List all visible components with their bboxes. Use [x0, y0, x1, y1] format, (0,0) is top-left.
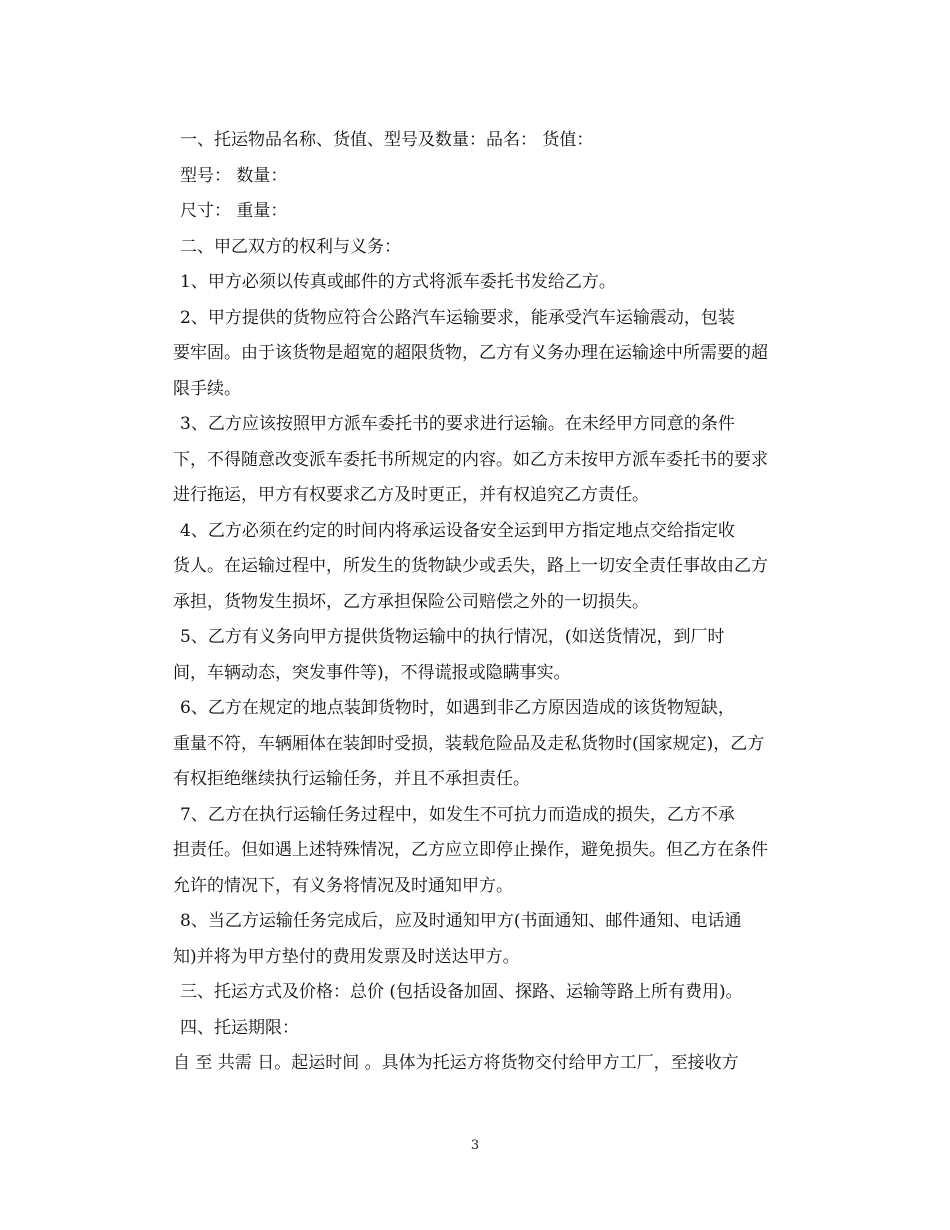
document-body [173, 123, 800, 1082]
clause-6-line-3: 有权拒绝继续执行运输任务，并且不承担责任。 [173, 769, 530, 789]
section-3-heading: 三、托运方式及价格：总价 (包括设备加固、探路、运输等路上所有费用)。 [180, 982, 743, 1002]
clause-3-line-1: 3、乙方应该按照甲方派车委托书的要求进行运输。在未经甲方同意的条件 [180, 414, 735, 434]
clause-6-line-2: 重量不符，车辆厢体在装卸时受损，装载危险品及走私货物时(国家规定)，乙方 [173, 733, 765, 754]
clause-4-line-1: 4、乙方必须在约定的时间内将承运设备安全运到甲方指定地点交给指定收 [180, 520, 735, 541]
clause-2-line-2: 要牢固。由于该货物是超宽的超限货物，乙方有义务办理在运输途中所需要的超 [173, 343, 768, 363]
clause-7-line-1: 7、乙方在执行运输任务过程中，如发生不可抗力而造成的损失，乙方不承 [180, 804, 735, 825]
clause-8-line-2: 知)并将为甲方垫付的费用发票及时送达甲方。 [173, 946, 520, 967]
section-1-heading: 一、托运物品名称、货值、型号及数量：品名： 货值： [180, 130, 594, 150]
page-number: 3 [470, 1138, 480, 1153]
term-period-line: 自 至 共需 日。起运时间 。具体为托运方将货物交付给甲方工厂，至接收方 [173, 1053, 739, 1073]
clause-4-line-2: 货人。在运输过程中，所发生的货物缺少或丢失，路上一切安全责任事故由乙方 [173, 556, 768, 576]
section-4-heading: 四、托运期限： [180, 1017, 299, 1038]
clause-7-line-2: 担责任。但如遇上述特殊情况，乙方应立即停止操作，避免损失。但乙方在条件 [173, 840, 768, 860]
field-model-quantity: 型号： 数量： [180, 165, 288, 186]
clause-3-line-2: 下，不得随意改变派车委托书所规定的内容。如乙方未按甲方派车委托书的要求 [173, 449, 768, 470]
clause-3-line-3: 进行拖运，甲方有权要求乙方及时更正，并有权追究乙方责任。 [173, 485, 649, 505]
clause-8-line-1: 8、当乙方运输任务完成后，应及时通知甲方(书面通知、邮件通知、电话通 [180, 911, 742, 931]
clause-2-line-3: 限手续。 [173, 378, 241, 399]
clause-6-line-1: 6、乙方在规定的地点装卸货物时，如遇到非乙方原因造成的该货物短缺， [180, 698, 735, 718]
clause-5-line-2: 间，车辆动态，突发事件等)，不得谎报或隐瞒事实。 [173, 662, 571, 683]
clause-7-line-3: 允许的情况下，有义务将情况及时通知甲方。 [173, 875, 513, 896]
clause-5-line-1: 5、乙方有义务向甲方提供货物运输中的执行情况，(如送货情况，到厂时 [180, 627, 725, 647]
clause-1: 1、甲方必须以传真或邮件的方式将派车委托书发给乙方。 [180, 272, 616, 292]
clause-2-line-1: 2、甲方提供的货物应符合公路汽车运输要求，能承受汽车运输震动，包装 [180, 307, 735, 328]
section-2-heading: 二、甲乙双方的权利与义务： [180, 236, 401, 257]
field-size-weight: 尺寸： 重量： [180, 201, 288, 221]
clause-4-line-3: 承担，货物发生损坏，乙方承担保险公司赔偿之外的一切损失。 [173, 591, 649, 612]
